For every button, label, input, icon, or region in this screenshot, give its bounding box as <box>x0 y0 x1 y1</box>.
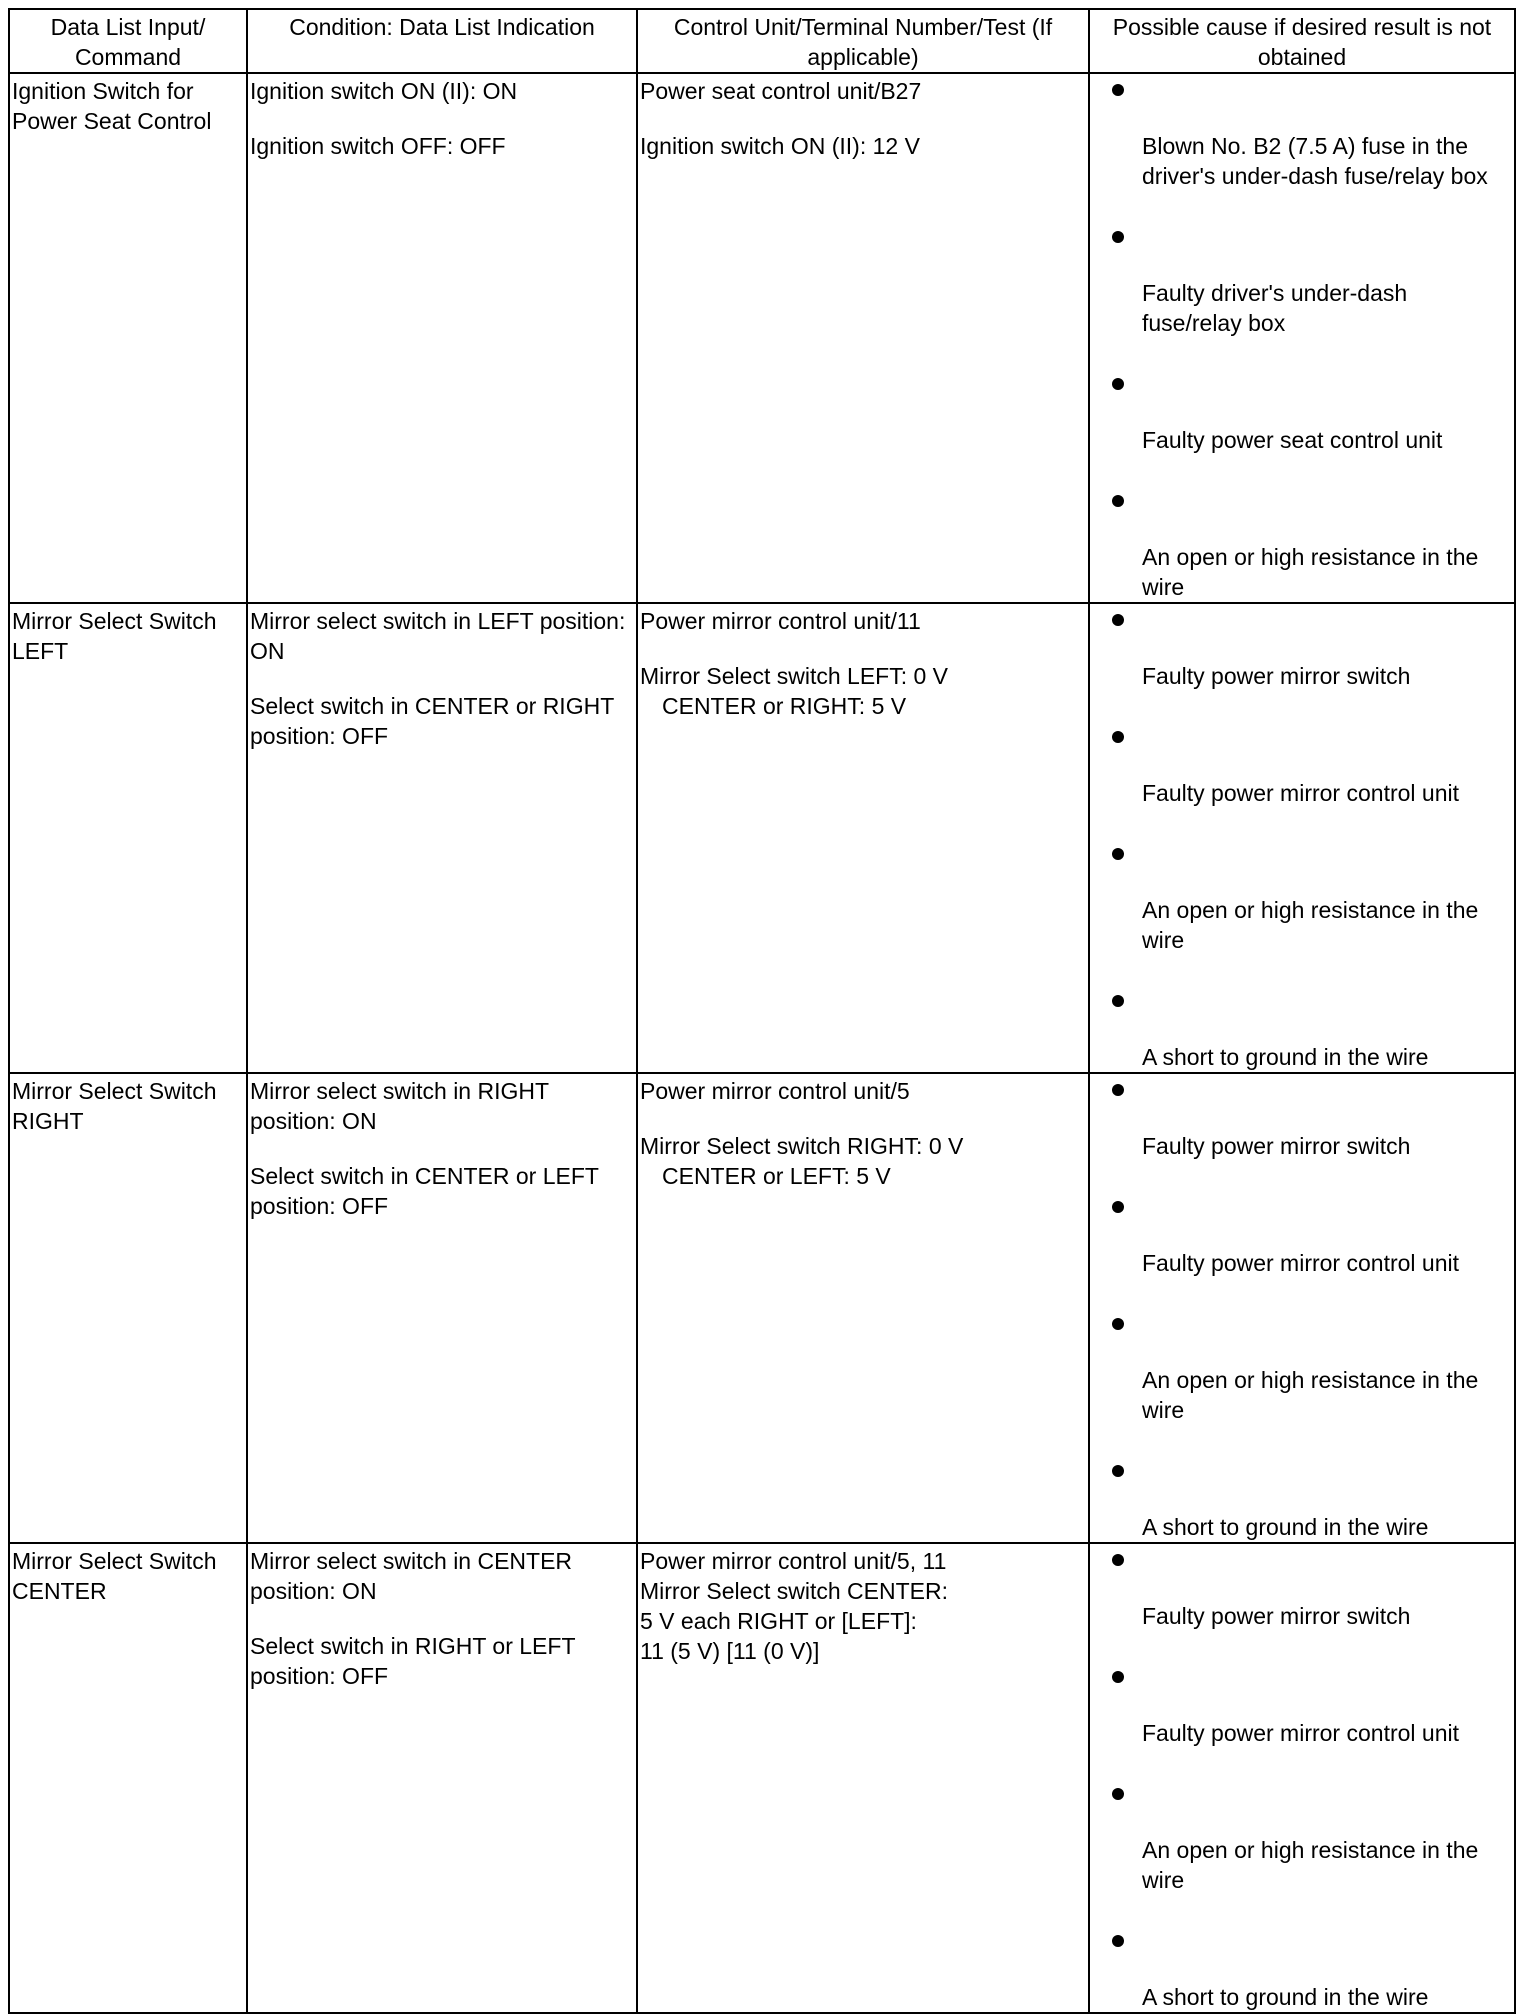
bullet-icon <box>1092 1546 1512 1571</box>
condition-text: Ignition switch OFF: OFF <box>250 133 506 159</box>
bullet-icon <box>1092 1310 1512 1335</box>
control-unit-text: Power mirror control unit/5, 11 <box>640 1548 947 1574</box>
condition-cell <box>247 73 637 603</box>
possible-cause-cell <box>1089 73 1515 603</box>
bullet-icon <box>1092 1457 1512 1482</box>
possible-cause-cell <box>1089 1543 1515 2013</box>
cause-item: An open or high resistance in the wire <box>1092 840 1512 987</box>
test-text: Mirror Select switch RIGHT: 0 V <box>640 1133 964 1159</box>
input-command-text: Mirror Select Switch RIGHT <box>12 1078 217 1134</box>
table-row <box>9 73 1515 603</box>
test-text: 5 V each RIGHT or [LEFT]: <box>640 1608 917 1634</box>
control-unit-cell <box>637 1073 1089 1543</box>
cause-item: A short to ground in the wire <box>1092 1457 1512 1542</box>
cause-item: Faulty power mirror switch <box>1092 606 1512 723</box>
cause-item: Faulty driver's under-dash fuse/relay box <box>1092 223 1512 370</box>
bullet-icon <box>1092 370 1512 395</box>
bullet-icon <box>1092 723 1512 748</box>
cause-item: A short to ground in the wire <box>1092 1927 1512 2012</box>
bullet-icon <box>1092 840 1512 865</box>
cause-item: Blown No. B2 (7.5 A) fuse in the driver's under-dash fuse/relay box <box>1092 76 1512 223</box>
bullet-icon <box>1092 487 1512 512</box>
bullet-icon <box>1092 1927 1512 1952</box>
condition-text: Mirror select switch in RIGHT position: ON <box>250 1078 549 1134</box>
data-list-table <box>8 8 1516 2014</box>
condition-cell <box>247 603 637 1073</box>
input-command-text: Mirror Select Switch LEFT <box>12 608 217 664</box>
input-command-cell <box>9 1073 247 1543</box>
data-list-document <box>8 8 1514 2010</box>
condition-text: Select switch in CENTER or RIGHT position: OFF <box>250 693 614 749</box>
test-text: CENTER or RIGHT: 5 V <box>662 693 907 719</box>
input-command-text: Mirror Select Switch CENTER <box>12 1548 217 1604</box>
cause-item: Faulty power mirror control unit <box>1092 1663 1512 1780</box>
control-unit-cell <box>637 603 1089 1073</box>
table-header-row <box>9 9 1515 73</box>
possible-cause-cell <box>1089 603 1515 1073</box>
bullet-icon <box>1092 1780 1512 1805</box>
bullet-icon <box>1092 1193 1512 1218</box>
cause-item: An open or high resistance in the wire <box>1092 487 1512 602</box>
control-unit-text: Power mirror control unit/11 <box>640 608 921 634</box>
control-unit-cell <box>637 1543 1089 2013</box>
condition-text: Mirror select switch in CENTER position: ON <box>250 1548 573 1604</box>
possible-cause-cell <box>1089 1073 1515 1543</box>
header-condition: Condition: Data List Indication <box>247 9 637 73</box>
condition-cell <box>247 1073 637 1543</box>
cause-item: Faulty power mirror switch <box>1092 1546 1512 1663</box>
table-row <box>9 1073 1515 1543</box>
table-row <box>9 1543 1515 2013</box>
bullet-icon <box>1092 76 1512 101</box>
bullet-icon <box>1092 223 1512 248</box>
cause-item: Faulty power mirror control unit <box>1092 1193 1512 1310</box>
test-text: CENTER or LEFT: 5 V <box>662 1163 891 1189</box>
condition-text: Ignition switch ON (II): ON <box>250 78 518 104</box>
bullet-icon <box>1092 1663 1512 1688</box>
cause-item: An open or high resistance in the wire <box>1092 1310 1512 1457</box>
header-control-unit: Control Unit/Terminal Number/Test (If applicable) <box>637 9 1089 73</box>
cause-item: A short to ground in the wire <box>1092 987 1512 1072</box>
control-unit-cell <box>637 73 1089 603</box>
condition-cell <box>247 1543 637 2013</box>
cause-item: Faulty power mirror switch <box>1092 1076 1512 1193</box>
header-input-command: Data List Input/ Command <box>9 9 247 73</box>
bullet-icon <box>1092 606 1512 631</box>
bullet-icon <box>1092 1076 1512 1101</box>
condition-text: Select switch in CENTER or LEFT position: OFF <box>250 1163 599 1219</box>
input-command-cell <box>9 603 247 1073</box>
cause-item: An open or high resistance in the wire <box>1092 1780 1512 1927</box>
input-command-cell <box>9 1543 247 2013</box>
test-text: Mirror Select switch CENTER: <box>640 1578 948 1604</box>
cause-item: Faulty power seat control unit <box>1092 370 1512 487</box>
table-row <box>9 603 1515 1073</box>
test-text: 11 (5 V) [11 (0 V)] <box>640 1638 820 1664</box>
control-unit-text: Power mirror control unit/5 <box>640 1078 910 1104</box>
bullet-icon <box>1092 987 1512 1012</box>
condition-text: Mirror select switch in LEFT position: ON <box>250 608 626 664</box>
test-text: Mirror Select switch LEFT: 0 V <box>640 663 949 689</box>
input-command-text: Ignition Switch for Power Seat Control <box>12 78 212 134</box>
test-text: Ignition switch ON (II): 12 V <box>640 133 920 159</box>
condition-text: Select switch in RIGHT or LEFT position: OFF <box>250 1633 576 1689</box>
input-command-cell <box>9 73 247 603</box>
cause-item: Faulty power mirror control unit <box>1092 723 1512 840</box>
header-possible-cause: Possible cause if desired result is not obtained <box>1089 9 1515 73</box>
control-unit-text: Power seat control unit/B27 <box>640 78 922 104</box>
